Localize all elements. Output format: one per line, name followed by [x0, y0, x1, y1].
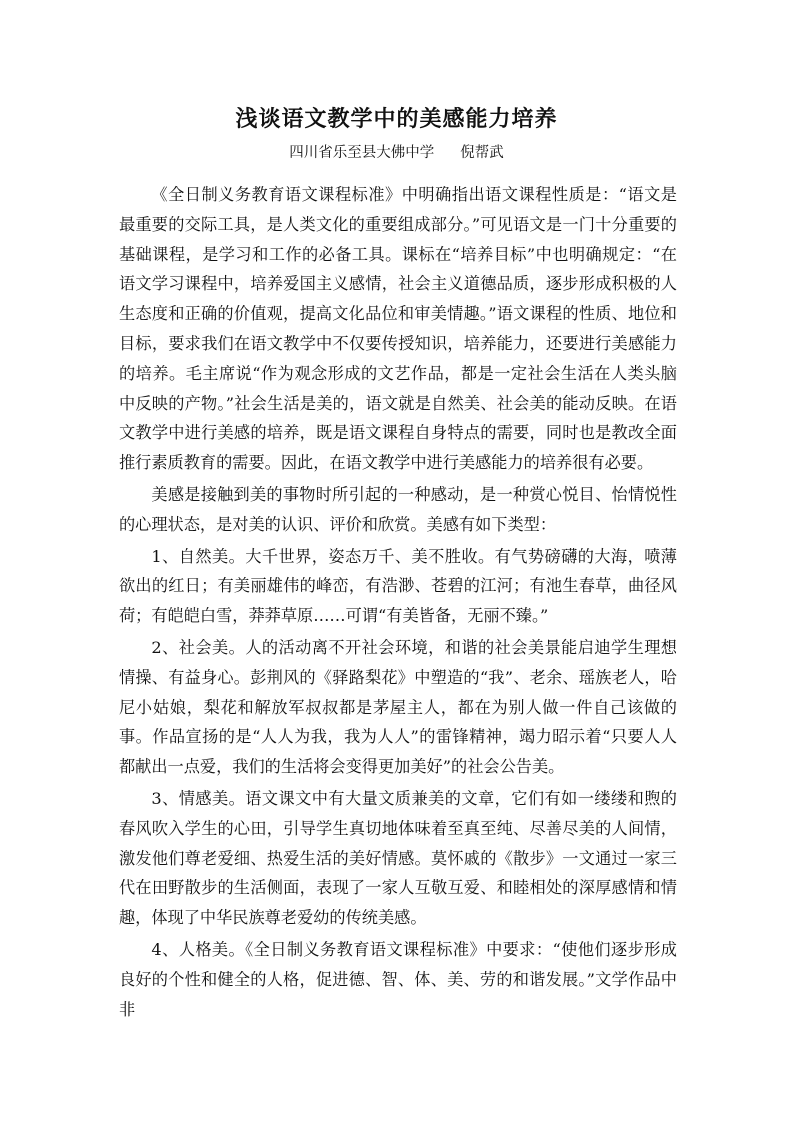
paragraph-emotional-beauty: 3、情感美。语文课文中有大量文质兼美的文章，它们有如一缕缕和煦的春风吹入学生的心田，引导学生真切地体味着至真至纯、尽善尽美的人间情，激发他们尊老爱细、热爱生活的美好情感。莫怀戚的《散步》一文通过一家三代在田野散步的生活侧面，表现了一家人互敬互爱、和睦相处的深厚感情和情趣，体现了中华民族尊老爱幼的传统美感。: [119, 788, 677, 928]
paragraph-definition: 美感是接触到美的事物时所引起的一种感动，是一种赏心悦目、怡情悦性的心理状态，是对美的认识、评价和欣赏。美感有如下类型：: [119, 484, 677, 534]
author-school: 四川省乐至县大佛中学: [289, 145, 435, 161]
author-name: 倪帮武: [460, 145, 504, 161]
paragraph-intro: 《全日制义务教育语文课程标准》中明确指出语文课程性质是：“语文是最重要的交际工具，是人类文化的重要组成部分。”可见语文是一门十分重要的基础课程，是学习和工作的必备工具。课标在“培养目标”中也明确规定：“在语文学习课程中，培养爱国主义感情，社会主义道德品质，逐步形成积极的人生态度和正确的价值观，提高文化品位和审美情趣。”语文课程的性质、地位和目标，要求我们在语文教学中不仅要传授知识，培养能力，还要进行美感能力的培养。毛主席说“作为观念形成的文艺作品，都是一定社会生活在人类头脑中反映的产物。”社会生活是美的，语文就是自然美、社会美的能动反映。在语文教学中进行美感的培养，既是语文课程自身特点的需要，同时也是教改全面推行素质教育的需要。因此，在语文教学中进行美感能力的培养很有必要。: [119, 185, 677, 473]
document-title: 浅谈语文教学中的美感能力培养: [235, 106, 558, 132]
paragraph-personality-beauty: 4、人格美。《全日制义务教育语文课程标准》中要求：“使他们逐步形成良好的个性和健全的人格，促进德、智、体、美、劳的和谐发展。”文学作品中非: [119, 939, 677, 1019]
paragraph-natural-beauty: 1、自然美。大千世界，姿态万千、美不胜收。有气势磅礴的大海，喷薄欲出的红日；有美丽雄伟的峰峦，有浩渺、苍碧的江河；有池生春草，曲径风荷；有皑皑白雪，莽莽草原……可谓“有美皆备，无丽不臻。”: [119, 546, 677, 626]
paragraph-social-beauty: 2、社会美。人的活动离不开社会环境，和谐的社会美景能启迪学生理想情操、有益身心。彭荆风的《驿路梨花》中塑造的“我”、老余、瑶族老人，哈尼小姑娘，梨花和解放军叔叔都是茅屋主人，都在为别人做一件自己该做的事。作品宣扬的是“人人为我，我为人人”的雷锋精神，竭力昭示着“只要人人都献出一点爱，我们的生活将会变得更加美好”的社会公告美。: [119, 637, 677, 777]
author-line: [0, 141, 793, 162]
document-body: [119, 180, 677, 1024]
